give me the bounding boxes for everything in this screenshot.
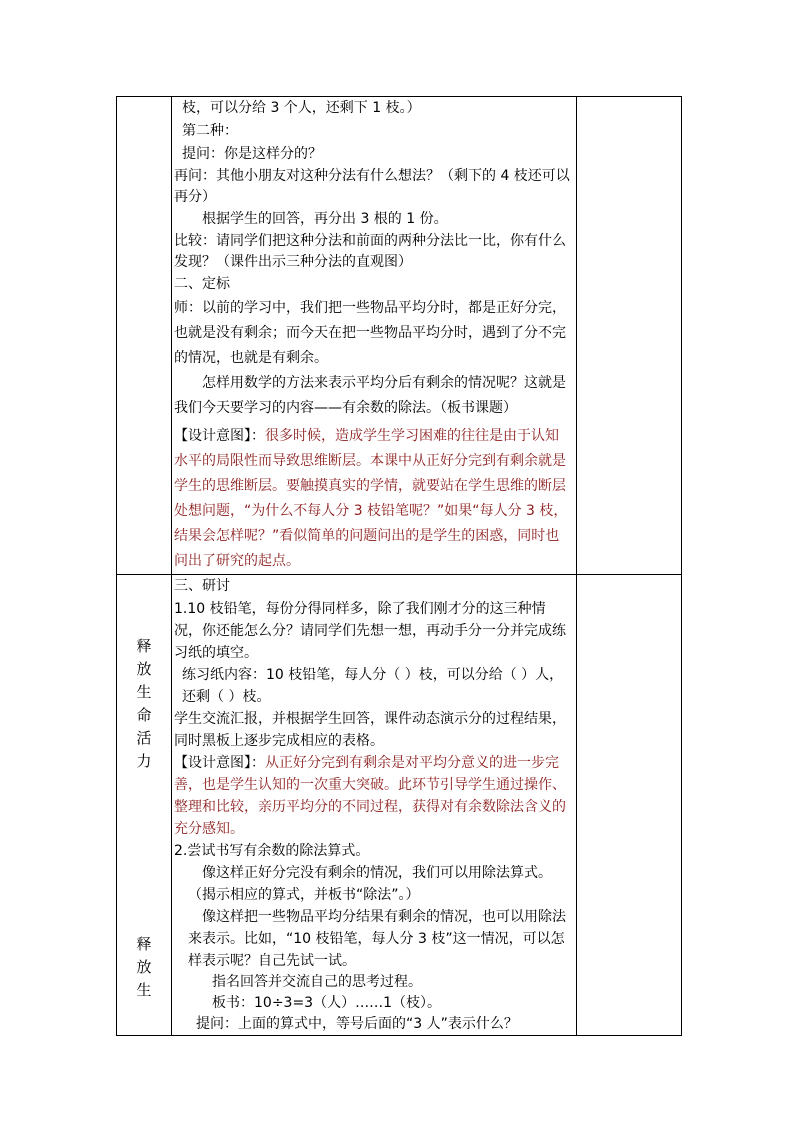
stage-cell xyxy=(117,575,172,1036)
text-line: 提问：上面的算式中，等号后面的“3 人”表示什么？ xyxy=(196,1016,518,1032)
process-cell xyxy=(172,575,577,1036)
table-row xyxy=(117,575,682,1036)
stage-char: 生 xyxy=(136,981,152,999)
stage-label xyxy=(117,773,171,1002)
stage-char: 放 xyxy=(136,958,152,976)
stage-cell xyxy=(117,97,172,575)
text-line: 怎样用数学的方法来表示平均分后有剩余的情况呢？这就是我们今天要学习的内容——有余数的除法。（板书课题） xyxy=(174,375,566,416)
stage-char: 生 xyxy=(136,683,152,701)
stage-char: 力 xyxy=(136,752,152,770)
text-line: 1.10 枝铅笔，每份分得同样多，除了我们刚才分的这三种情况，你还能怎么分？请同学们先想一想，再动手分一分并完成练习纸的填空。 xyxy=(174,601,566,661)
lesson-plan-table xyxy=(116,96,682,1036)
text-line: 指名回答并交流自己的思考过程。 xyxy=(212,974,422,990)
intent-label: 【设计意图】： xyxy=(174,428,265,444)
stage-char: 放 xyxy=(136,660,152,678)
section-heading: 三、研讨 xyxy=(174,578,230,594)
table-row xyxy=(117,97,682,575)
stage-char: 活 xyxy=(136,729,152,747)
text-line: 比较：请同学们把这种分法和前面的两种分法比一比，你有什么发现？（课件出示三种分法的直观图） xyxy=(174,233,566,270)
text-line: 像这样把一些物品平均分结果有剩余的情况，也可以用除法来表示。比如，“10 枝铅笔，每人分 3 枝”这一情况，可以怎样表示呢？自己先试一试。 xyxy=(188,909,566,969)
process-cell xyxy=(172,97,577,575)
text-line: 练习纸内容：10 枝铅笔，每人分（ ）枝，可以分给（ ）人，还剩（ ）枝。 xyxy=(182,667,564,705)
text-line: 第二种： xyxy=(182,123,238,139)
text-line: 根据学生的回答，再分出 3 根的 1 份。 xyxy=(202,211,448,227)
intent-text: 从正好分完到有剩余是对平均分意义的进一步完善，也是学生认知的一次重大突破。此环节引导学生通过操作、整理和比较，亲历平均分的不同过程，获得对有余数除法含义的充分感知。 xyxy=(174,755,566,837)
text-line: 枝，可以分给 3 个人，还剩下 1 枝。） xyxy=(182,100,421,116)
board-formula: 板书：10÷3=3（人）……1（枝）。 xyxy=(212,995,441,1011)
stage-char: 释 xyxy=(136,935,152,953)
section-heading: 二、定标 xyxy=(174,276,230,292)
design-intent xyxy=(174,424,570,574)
text-line: 2.尝试书写有余数的除法算式。 xyxy=(174,843,370,859)
notes-cell xyxy=(577,97,682,575)
text-line: 提问：你是这样分的？ xyxy=(182,146,322,162)
text-line: 学生交流汇报，并根据学生回答，课件动态演示分的过程结果，同时黑板上逐步完成相应的表格。 xyxy=(174,711,566,749)
stage-label xyxy=(117,575,171,773)
design-intent xyxy=(174,752,570,840)
intent-text: 很多时候，造成学生学习困难的往往是由于认知水平的局限性而导致思维断层。本课中从正好分完到有剩余就是学生的思维断层。要触摸真实的学情，就要站在学生思维的断层处想问题，“为什么不每人分 3 枝铅笔呢？”如果“每人分 3 枝，结果会怎样呢？”看似简单的问题问出的是学生的困惑，同时也问出了研究的起点。 xyxy=(174,428,568,569)
notes-cell xyxy=(577,575,682,1036)
text-line: 像这样正好分完没有剩余的情况，我们可以用除法算式。（揭示相应的算式，并板书“除法”。） xyxy=(188,865,552,903)
stage-char: 释 xyxy=(136,637,152,655)
intent-label: 【设计意图】： xyxy=(174,755,265,771)
text-line: 师：以前的学习中，我们把一些物品平均分时，都是正好分完，也就是没有剩余；而今天在把一些物品平均分时，遇到了分不完的情况，也就是有剩余。 xyxy=(174,300,566,366)
stage-char: 命 xyxy=(136,706,152,724)
text-line: 再问：其他小朋友对这种分法有什么想法？（剩下的 4 枝还可以再分） xyxy=(174,168,570,205)
